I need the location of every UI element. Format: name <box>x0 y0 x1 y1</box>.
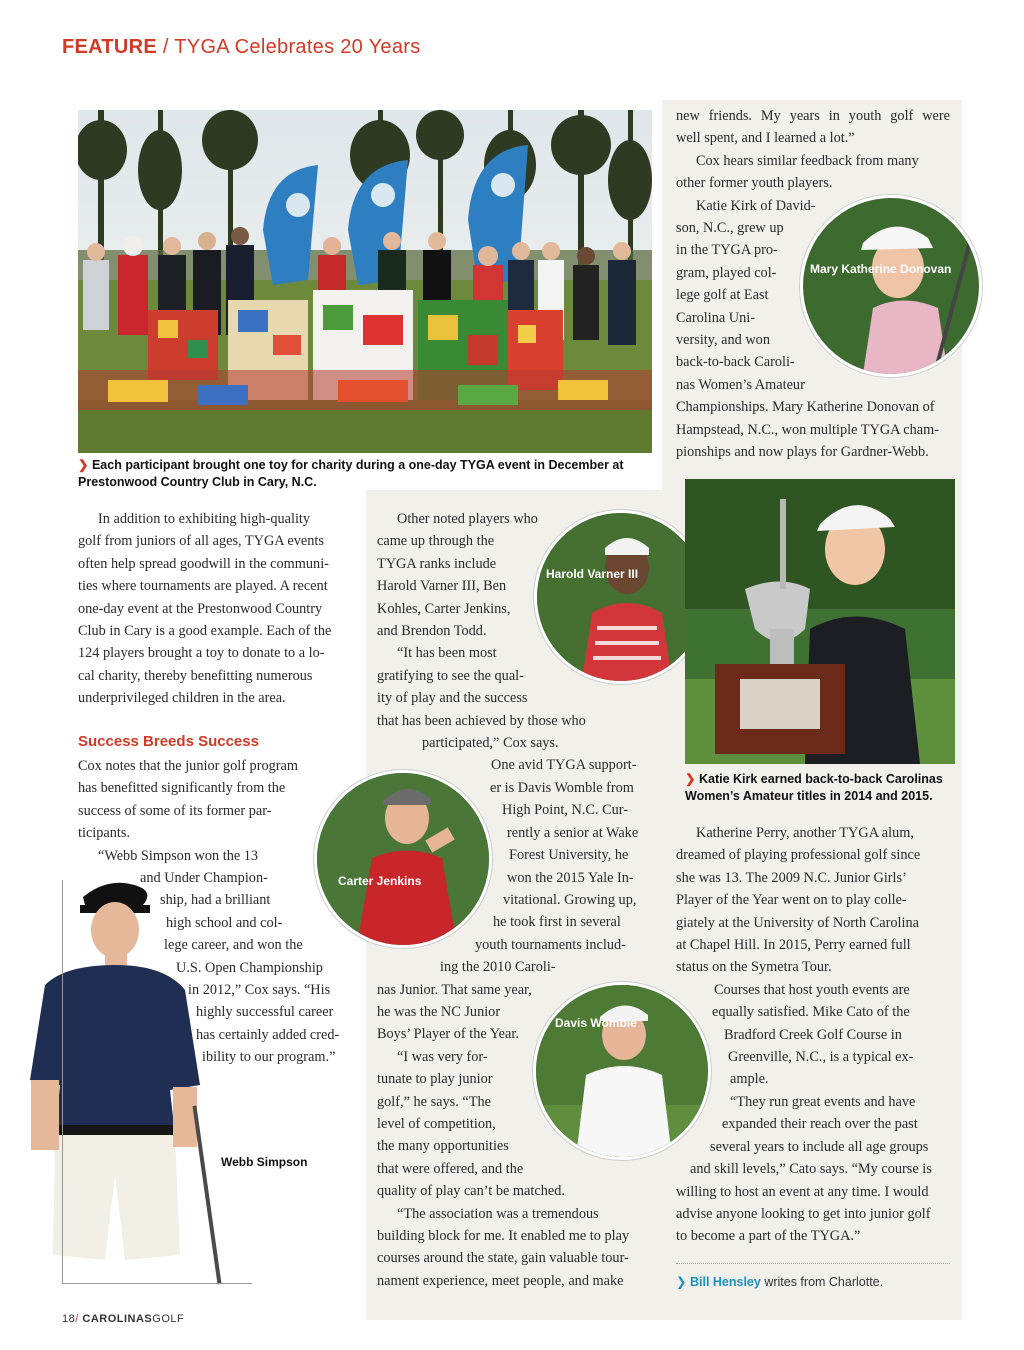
text-line: nas Junior. That same year, <box>377 981 532 998</box>
text-line: ing the 2010 Caroli- <box>440 959 556 976</box>
caption-arrow-icon: ❯ <box>685 772 696 786</box>
text-line: pionships and now plays for Gardner-Webb. <box>676 444 929 461</box>
text-line: several years to include all age groups <box>710 1138 929 1155</box>
text-line: gratifying to see the qual- <box>377 667 524 684</box>
author-name: Bill Hensley <box>689 1275 761 1289</box>
text-line: ample. <box>730 1071 769 1088</box>
text-line: lege career, and won the <box>164 937 303 954</box>
text-line: ship, had a brilliant <box>160 892 271 909</box>
text-line: Cox hears similar feedback from many <box>696 152 919 169</box>
photo-frame-line <box>62 1283 252 1284</box>
text-line: Other noted players who <box>397 511 538 527</box>
photo-frame-left <box>62 880 63 1284</box>
text-line: and Brendon Todd. <box>377 623 487 640</box>
text-line: advise anyone looking to get into junior golf <box>676 1205 931 1222</box>
text-line: tunate to play junior <box>377 1071 493 1088</box>
text-line: that has been achieved by those who <box>377 712 586 729</box>
text-line: won the 2015 Yale In- <box>507 869 634 886</box>
text-line: Cox notes that the junior golf program <box>78 758 298 774</box>
text-line: Courses that host youth events are <box>714 981 910 998</box>
text-line: back-to-back Caroli- <box>676 354 795 371</box>
text-line: One avid TYGA support- <box>491 757 637 774</box>
text-line: High Point, N.C. Cur- <box>502 802 629 819</box>
caption-text: Each participant brought one toy for charity during a one-day TYGA event in December at Prestonwood Country Club in Cary, N.C. <box>78 458 624 489</box>
text-line: gram, played col- <box>676 264 777 281</box>
text-line: Player of the Year went on to play colle- <box>676 892 907 909</box>
text-line: that were offered, and the <box>377 1160 524 1177</box>
text-line: ties where tournaments are played. A recent <box>78 578 328 595</box>
text-line: “They run great events and have <box>730 1093 916 1110</box>
text-line: 124 players brought a toy to donate to a lo- <box>78 645 325 662</box>
text-line: golf from juniors of all ages, TYGA events <box>78 533 324 550</box>
text-line: Katherine Perry, another TYGA alum, <box>696 825 914 841</box>
text-line: courses around the state, gain valuable tour- <box>377 1250 629 1267</box>
text-line: youth tournaments includ- <box>475 936 626 953</box>
text-line: er is Davis Womble from <box>490 779 634 796</box>
header-separator: / <box>157 36 175 58</box>
text-line: in 2012,” Cox says. “His <box>188 982 331 999</box>
section-header <box>62 36 421 59</box>
text-line: U.S. Open Championship <box>176 959 323 976</box>
footer-brand-light: GOLF <box>152 1313 185 1325</box>
portrait-label-jenkins: Carter Jenkins <box>338 874 422 888</box>
text-line: has certainly added cred- <box>196 1026 340 1043</box>
text-line: “Webb Simpson won the 13 <box>98 847 259 864</box>
text-line: building block for me. It enabled me to play <box>377 1228 630 1244</box>
text-line: highly successful career <box>196 1004 334 1021</box>
text-line: the many opportunities <box>377 1138 509 1155</box>
text-line: status on the Symetra Tour. <box>676 959 832 976</box>
text-line: Harold Varner III, Ben <box>377 578 507 595</box>
text-line: Katie Kirk of David- <box>696 197 816 214</box>
text-line: giately at the University of North Carolina <box>676 914 919 931</box>
text-line: new friends. My years in youth golf were <box>676 108 950 124</box>
portrait-label-womble: Davis Womble <box>555 1016 637 1030</box>
text-line: willing to host an event at any time. I would <box>676 1183 929 1200</box>
page-footer <box>62 1313 184 1325</box>
portrait-donovan <box>800 195 982 377</box>
text-line: “I was very for- <box>397 1048 488 1065</box>
portrait-label-donovan: Mary Katherine Donovan <box>810 262 952 276</box>
text-line: success of some of its former par- <box>78 802 272 819</box>
text-line: Kohles, Carter Jenkins, <box>377 600 511 617</box>
portrait-label-simpson: Webb Simpson <box>221 1155 308 1169</box>
text-line: vitational. Growing up, <box>503 891 637 908</box>
text-line: high school and col- <box>166 914 283 931</box>
trophy-caption <box>685 771 955 805</box>
text-line: TYGA ranks include <box>377 555 497 572</box>
column-1-intro <box>78 508 352 710</box>
portrait-label-varner: Harold Varner III <box>546 567 639 581</box>
katie-kirk-trophy-photo <box>685 479 955 764</box>
byline-divider <box>676 1263 950 1264</box>
caption-text: Katie Kirk earned back-to-back Carolinas Women’s Amateur titles in 2014 and 2015. <box>685 772 943 803</box>
text-line: he was the NC Junior <box>377 1003 501 1020</box>
text-line: son, N.C., grew up <box>676 220 784 237</box>
text-line: he took first in several <box>493 914 621 931</box>
text-line: underprivileged children in the area. <box>78 690 286 707</box>
text-line: level of competition, <box>377 1115 496 1132</box>
byline-text: writes from Charlotte. <box>760 1275 884 1289</box>
section-kicker: FEATURE <box>62 36 158 58</box>
group-photo-toy-drive <box>78 110 652 453</box>
text-line: other former youth players. <box>676 175 833 192</box>
text-line: and Under Champion- <box>140 870 268 887</box>
text-line: she was 13. The 2009 N.C. Junior Girls’ <box>676 869 907 886</box>
text-line: In addition to exhibiting high-quality <box>98 511 311 527</box>
text-line: “It has been most <box>397 645 497 662</box>
text-line: ticipants. <box>78 825 131 842</box>
footer-brand-bold: CAROLINAS <box>82 1313 153 1325</box>
text-line: nas Women’s Amateur <box>676 376 805 393</box>
footer-slash: / <box>75 1313 79 1325</box>
text-line: Carolina Uni- <box>676 309 756 326</box>
text-line: cal charity, thereby benefitting numerous <box>78 667 313 684</box>
text-line: quality of play can’t be matched. <box>377 1183 565 1200</box>
text-line: one-day event at the Prestonwood Country <box>78 600 323 617</box>
text-line: Greenville, N.C., is a typical ex- <box>728 1049 914 1066</box>
text-line: came up through the <box>377 533 495 550</box>
text-line: ity of play and the success <box>377 690 528 707</box>
text-line: golf,” he says. “The <box>377 1093 491 1110</box>
portrait-varner <box>534 510 708 684</box>
webb-simpson-photo <box>25 875 255 1285</box>
text-line: Forest University, he <box>509 847 629 864</box>
text-line: equally satisfied. Mike Cato of the <box>712 1004 910 1021</box>
text-line: nament experience, meet people, and make <box>377 1272 624 1289</box>
page-title: TYGA Celebrates 20 Years <box>174 36 421 58</box>
subhead-success: Success Breeds Success <box>78 733 259 750</box>
column-3-bottom-text <box>676 822 950 1248</box>
text-line: has benefitted significantly from the <box>78 780 286 797</box>
text-line: Hampstead, N.C., won multiple TYGA cham- <box>676 421 939 438</box>
author-byline <box>676 1274 883 1289</box>
text-line: participated,” Cox says. <box>422 735 559 752</box>
text-line: at Chapel Hill. In 2015, Perry earned full <box>676 937 911 954</box>
byline-arrow-icon: ❯ <box>676 1275 687 1289</box>
group-photo-caption <box>78 457 638 491</box>
text-line: and skill levels,” Cato says. “My course is <box>690 1161 932 1178</box>
text-line: versity, and won <box>676 332 770 349</box>
text-line: Club in Cary is a good example. Each of the <box>78 623 332 640</box>
text-line: rently a senior at Wake <box>507 824 639 841</box>
text-line: lege golf at East <box>676 287 769 304</box>
text-line: often help spread goodwill in the communi- <box>78 555 329 572</box>
text-line: in the TYGA pro- <box>676 242 778 259</box>
text-line: well spent, and I learned a lot.” <box>676 130 855 147</box>
page-number: 18 <box>62 1313 76 1325</box>
text-line: expanded their reach over the past <box>722 1116 918 1133</box>
text-line: ibility to our program.” <box>202 1049 336 1066</box>
text-line: Bradford Creek Golf Course in <box>724 1026 902 1043</box>
portrait-jenkins <box>314 770 492 948</box>
text-line: “The association was a tremendous <box>397 1205 599 1222</box>
text-line: Boys’ Player of the Year. <box>377 1026 519 1043</box>
text-line: Championships. Mary Katherine Donovan of <box>676 399 935 416</box>
caption-arrow-icon: ❯ <box>78 458 89 472</box>
text-line: dreamed of playing professional golf since <box>676 847 921 864</box>
text-line: to become a part of the TYGA.” <box>676 1228 861 1245</box>
